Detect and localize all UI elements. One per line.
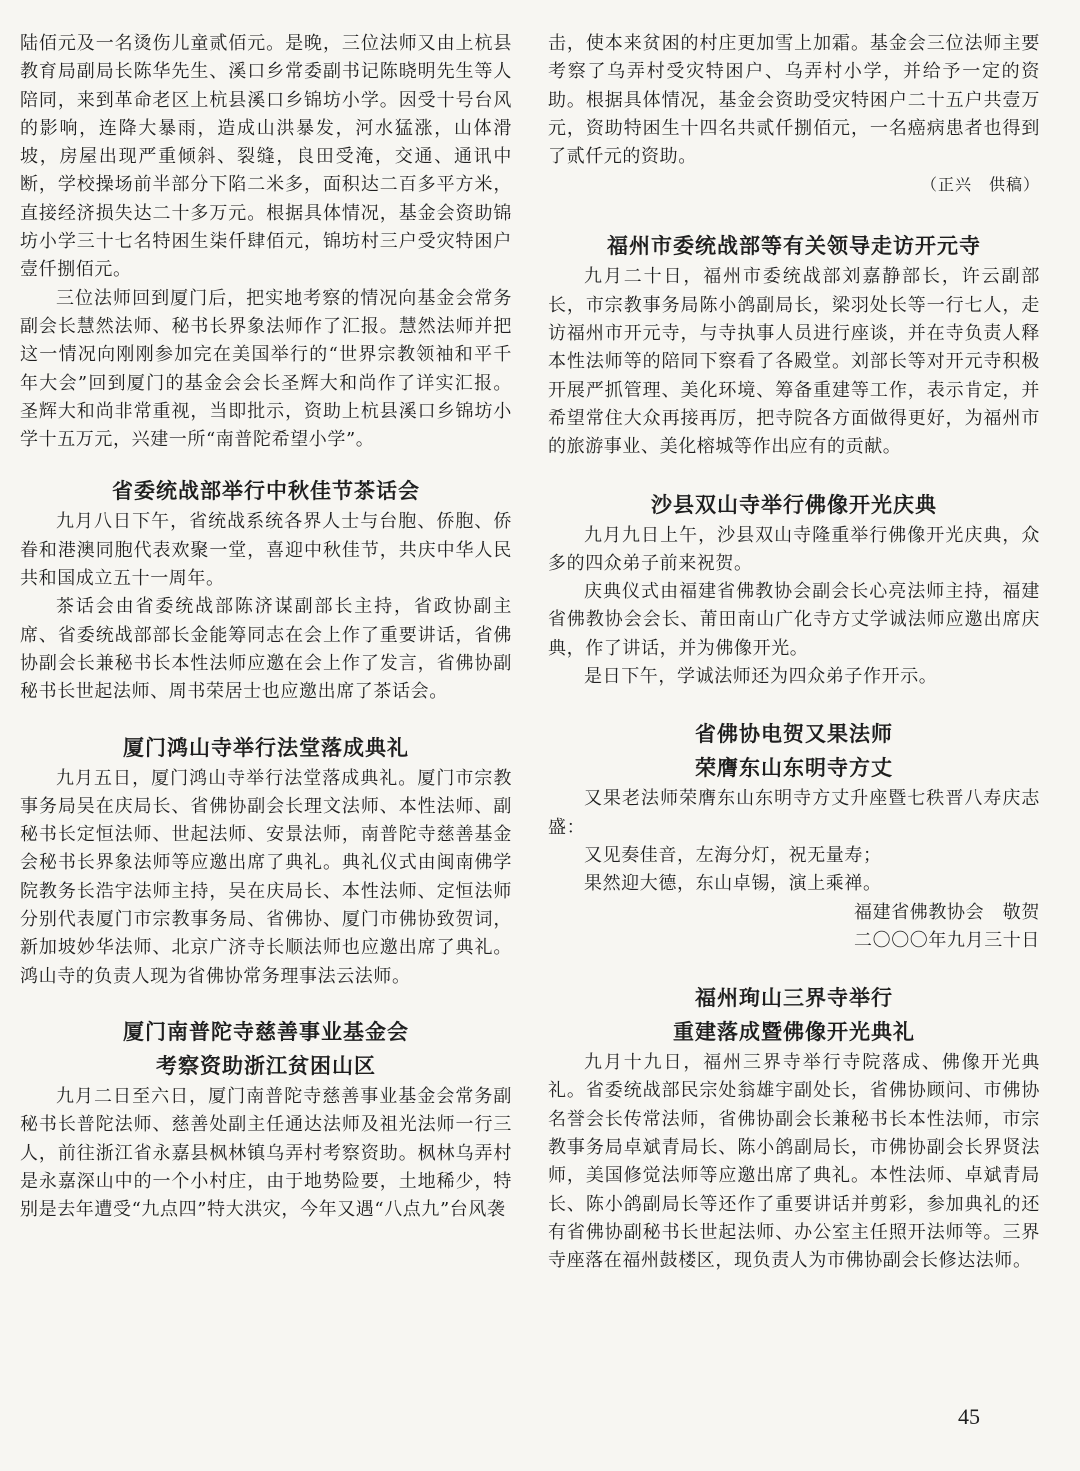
couplet-line: 果然迎大德，东山卓锡，演上乘禅。 bbox=[584, 873, 882, 895]
article-paragraph: 九月二十日，福州市委统战部刘嘉静部长，许云副部长，市宗教事务局陈小鸽副局长，梁羽处长等一行七人，走访福州市开元寺，与寺执事人员进行座谈，并在寺负责人释本性法师等的陪同下察看了各殿堂。刘部长等对开元寺积极开展严抓管理、美化环境、筹备重建等工作，表示肯定，并希望常住大众再接再厉，把寺院各方面做得更好，为福州市的旅游事业、美化榕城等作出应有的贡献。 bbox=[548, 266, 1040, 458]
page-number: 45 bbox=[958, 1404, 980, 1429]
couplet-line: 又见奏佳音，左海分灯，祝无量寿； bbox=[584, 844, 882, 866]
article-subtitle-sanjie-rebuild: 重建落成暨佛像开光典礼 bbox=[673, 1020, 915, 1045]
article-paragraph: 茶话会由省委统战部陈济谋副部长主持，省政协副主席、省委统战部部长金能筹同志在会上作了重要讲话，省佛协副会长兼秘书长本性法师应邀在会上作了发言，省佛协副秘书长世起法师、周书荣居士也应邀出席了茶话会。 bbox=[20, 596, 512, 703]
article-paragraph: 是日下午，学诚法师还为四众弟子作开示。 bbox=[584, 666, 938, 688]
article-paragraph: 庆典仪式由福建省佛教协会副会长心亮法师主持，福建省佛教协会会长、莆田南山广化寺方丈学诚法师应邀出席庆典，作了讲话，并为佛像开光。 bbox=[548, 581, 1040, 659]
article-title-kaiyuan-temple-visit: 福州市委统战部等有关领导走访开元寺 bbox=[607, 234, 981, 259]
article-title-sanjie-temple: 福州珣山三界寺举行 bbox=[695, 986, 893, 1011]
article-subtitle-zhejiang-aid: 考察资助浙江贫困山区 bbox=[156, 1053, 376, 1078]
article-credit: （正兴 供稿） bbox=[920, 175, 1040, 195]
article-paragraph: 又果老法师荣膺东山东明寺方丈升座暨七秩晋八寿庆志盛： bbox=[548, 788, 1040, 838]
article-paragraph: 九月二日至六日，厦门南普陀寺慈善事业基金会常务副秘书长普陀法师、慈善处副主任通达法师及祖光法师一行三人，前往浙江省永嘉县枫林镇乌弄村考察资助。枫林乌弄村是永嘉深山中的一个小村庄，由于地势险要，土地稀少，特别是去年遭受“九点四”特大洪灾，今年又遇“八点九”台风袭 bbox=[20, 1085, 512, 1221]
article-paragraph: 三位法师回到厦门后，把实地考察的情况向基金会常务副会长慧然法师、秘书长界象法师作了汇报。慧然法师并把这一情况向刚刚参加完在美国举行的“世界宗教领袖和平千年大会”回到厦门的基金会会长圣辉大和尚作了详实汇报。圣辉大和尚非常重视，当即批示，资助上杭县溪口乡锦坊小学十五万元，兴建一所“南普陀希望小学”。 bbox=[20, 287, 512, 451]
right-column bbox=[548, 30, 1040, 1276]
article-paragraph: 九月十九日，福州三界寺举行寺院落成、佛像开光典礼。省委统战部民宗处翁雄宇副处长，省佛协顾问、市佛协名誉会长传常法师，省佛协副会长兼秘书长本性法师，市宗教事务局卓斌青局长、陈小鸽副局长，市佛协副会长界贤法师，美国修觉法师等应邀出席了典礼。本性法师、卓斌青局长、陈小鸽副局长等还作了重要讲话并剪彩，参加典礼的还有省佛协副秘书长世起法师、办公室主任照开法师等。三界寺座落在福州鼓楼区，现负责人为市佛协副会长修达法师。 bbox=[548, 1052, 1040, 1272]
continued-paragraph: 击，使本来贫困的村庄更加雪上加霜。基金会三位法师主要考察了乌弄村受灾特困户、乌弄村小学，并给予一定的资助。根据具体情况，基金会资助受灾特困户二十五户共壹万元，资助特困生十四名共贰仟捌佰元，一名癌病患者也得到了贰仟元的资助。 bbox=[548, 33, 1040, 168]
article-title-nanputuo-foundation: 厦门南普陀寺慈善事业基金会 bbox=[123, 1019, 409, 1044]
article-paragraph: 九月八日下午，省统战系统各界人士与台胞、侨胞、侨眷和港澳同胞代表欢聚一堂，喜迎中秋佳节，共庆中华人民共和国成立五十一周年。 bbox=[20, 511, 512, 590]
date-line: 二〇〇〇年九月三十日 bbox=[854, 929, 1040, 951]
article-paragraph: 九月五日，厦门鸿山寺举行法堂落成典礼。厦门市宗教事务局吴在庆局长、省佛协副会长理文法师、本性法师、副秘书长定恒法师、世起法师、安景法师，南普陀寺慈善基金会秘书长界象法师等应邀出席了典礼。典礼仪式由闽南佛学院教务长浩宇法师主持，吴在庆局长、本性法师、定恒法师分别代表厦门市宗教事务局、省佛协、厦门市佛协致贺词，新加坡妙华法师、北京广济寺长顺法师也应邀出席了典礼。鸿山寺的负责人现为省佛协常务理事法云法师。 bbox=[20, 767, 512, 987]
article-title-shuangshan-temple: 沙县双山寺举行佛像开光庆典 bbox=[651, 492, 937, 517]
article-paragraph: 九月九日上午，沙县双山寺隆重举行佛像开光庆典，众多的四众弟子前来祝贺。 bbox=[548, 524, 1040, 574]
signature-line: 福建省佛教协会 敬贺 bbox=[854, 901, 1040, 923]
article-title-mid-autumn-tea: 省委统战部举行中秋佳节茶话会 bbox=[112, 479, 420, 504]
left-column bbox=[20, 30, 512, 1224]
continued-paragraph: 陆佰元及一名烫伤儿童贰佰元。是晚，三位法师又由上杭县教育局副局长陈华先生、溪口乡常委副书记陈晓明先生等人陪同，来到革命老区上杭县溪口乡锦坊小学。因受十号台风的影响，连降大暴雨，造成山洪暴发，河水猛涨，山体滑坡，房屋出现严重倾斜、裂缝，良田受淹，交通、通讯中断，学校操场前半部分下陷二米多，面积达二百多平方米，直接经济损失达二十多万元。根据具体情况，基金会资助锦坊小学三十七名特困生柒仟肆佰元，锦坊村三户受灾特困户壹仟捌佰元。 bbox=[20, 33, 512, 281]
article-subtitle-dongming-abbot: 荣膺东山东明寺方丈 bbox=[695, 756, 893, 781]
article-title-youguo-congratulation: 省佛协电贺又果法师 bbox=[695, 722, 893, 747]
article-title-hongshan-temple: 厦门鸿山寺举行法堂落成典礼 bbox=[123, 735, 409, 760]
